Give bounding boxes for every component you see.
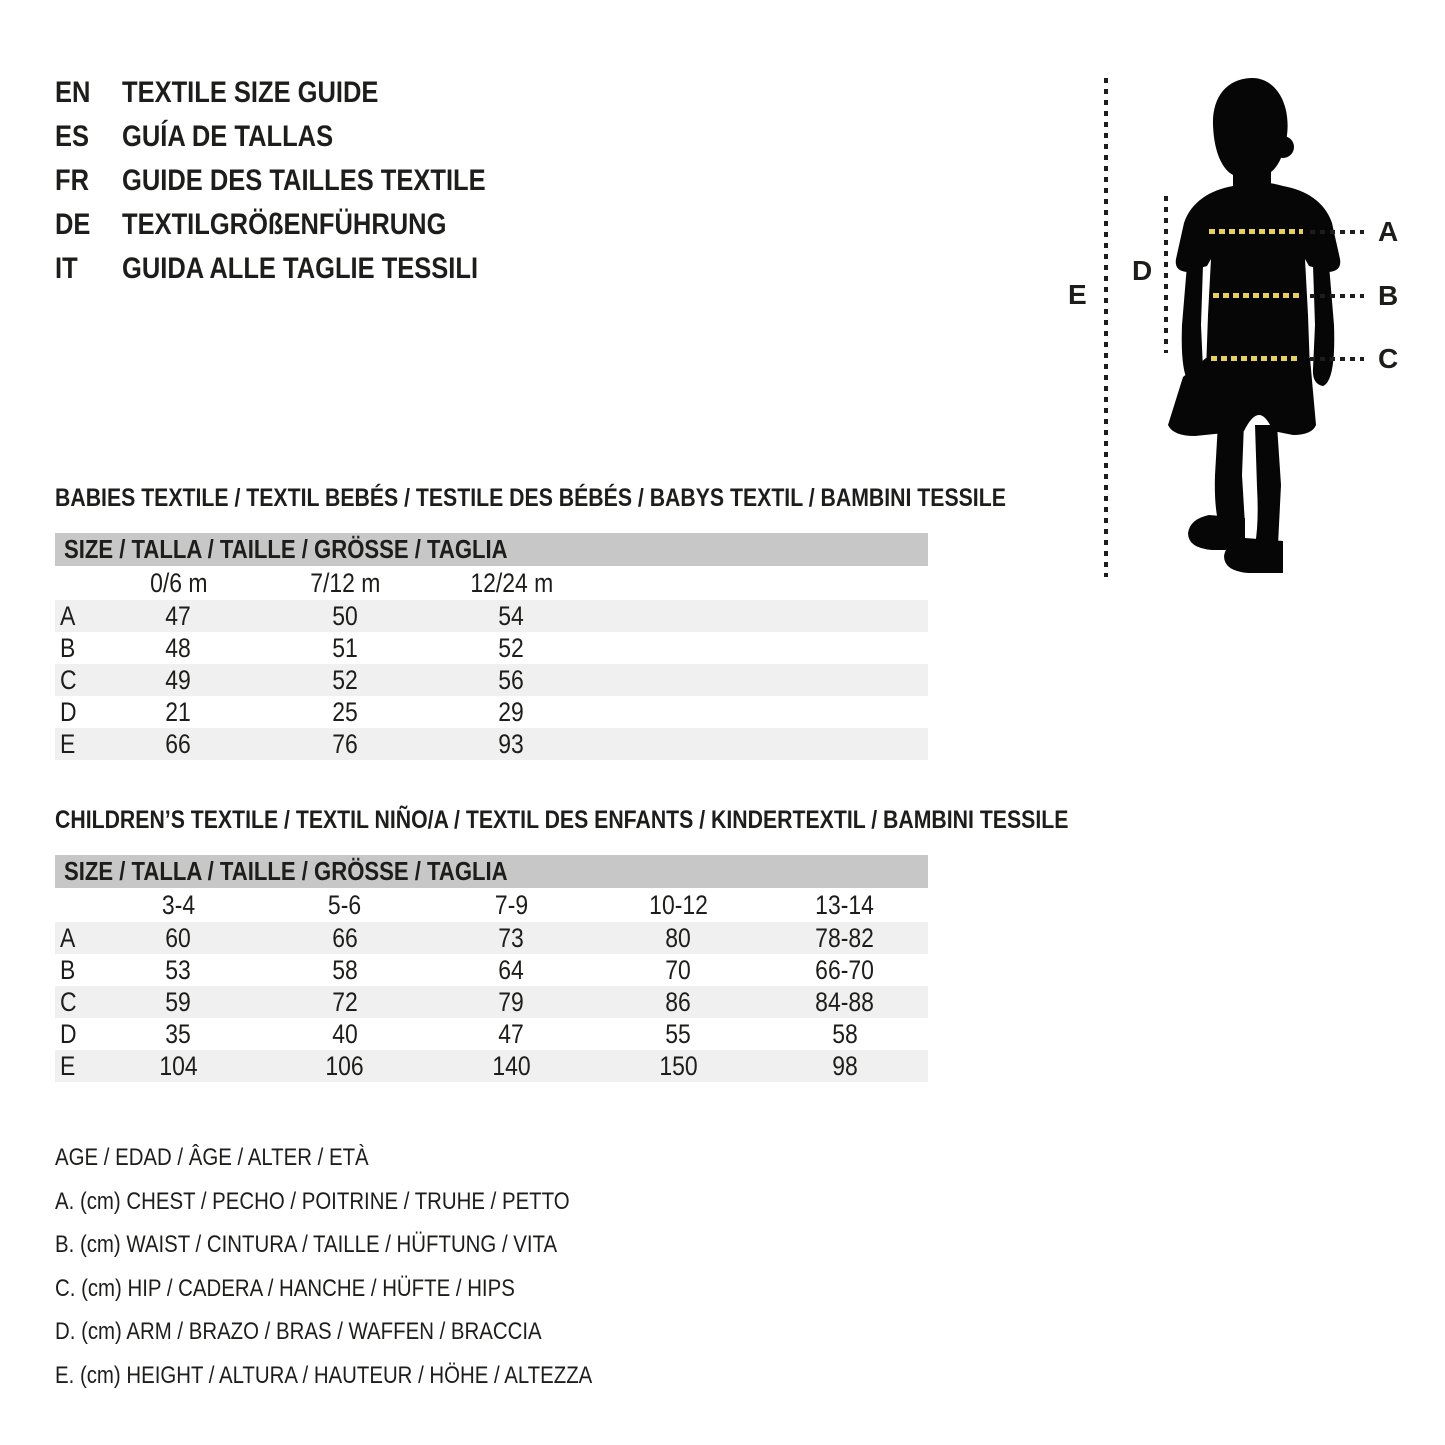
marker-label-e: E <box>1068 279 1087 310</box>
children-column-header-row <box>55 888 928 922</box>
hip-dash-line-c <box>1211 356 1301 361</box>
babies-size-header-bar: SIZE / TALLA / TAILLE / GRÖSSE / TAGLIA <box>55 533 928 566</box>
legend-height: E. (cm) HEIGHT / ALTURA / HAUTEUR / HÖHE / ALTEZZA <box>55 1362 593 1389</box>
lang-code-en: EN <box>55 76 91 109</box>
legend-arm: D. (cm) ARM / BRAZO / BRAS / WAFFEN / BRACCIA <box>55 1318 542 1345</box>
lang-title-en: TEXTILE SIZE GUIDE <box>122 76 379 109</box>
babies-size-table <box>55 566 928 760</box>
table-row: B 48 51 52 <box>55 632 928 664</box>
marker-label-d: D <box>1132 255 1153 286</box>
babies-col-12-24m: 12/24 m <box>470 567 553 598</box>
table-row: E 66 76 93 <box>55 728 928 760</box>
children-size-table <box>55 888 928 1082</box>
table-row: A 47 50 54 <box>55 600 928 632</box>
babies-col-0-6m: 0/6 m <box>149 567 207 598</box>
lang-code-es: ES <box>55 120 90 153</box>
row-label: D <box>60 1018 77 1049</box>
row-label: C <box>60 664 77 695</box>
legend-waist: B. (cm) WAIST / CINTURA / TAILLE / HÜFTUNG / VITA <box>55 1231 558 1258</box>
chest-leader-line-a <box>1310 230 1364 234</box>
chest-dash-line-a <box>1209 229 1303 234</box>
lang-code-it: IT <box>55 252 78 285</box>
children-col-3-4: 3-4 <box>161 889 195 920</box>
hip-leader-line-c <box>1310 357 1364 361</box>
marker-label-c: C <box>1378 343 1399 374</box>
babies-col-7-12m: 7/12 m <box>309 567 380 598</box>
babies-section-heading: BABIES TEXTILE / TEXTIL BEBÉS / TESTILE DES BÉBÉS / BABYS TEXTIL / BAMBINI TESSILE <box>55 484 1006 512</box>
children-col-7-9: 7-9 <box>494 889 529 920</box>
lang-code-fr: FR <box>55 164 89 197</box>
table-row: C 49 52 56 <box>55 664 928 696</box>
row-label: C <box>60 986 77 1017</box>
legend-hip: C. (cm) HIP / CADERA / HANCHE / HÜFTE / HIPS <box>55 1275 515 1302</box>
waist-dash-line-b <box>1213 293 1299 298</box>
waist-leader-line-b <box>1310 294 1364 298</box>
children-col-13-14: 13-14 <box>815 889 875 920</box>
babies-column-header-row <box>55 566 928 600</box>
lang-title-it: GUIDA ALLE TAGLIE TESSILI <box>122 252 479 285</box>
table-row: D 21 25 29 <box>55 696 928 728</box>
babies-table <box>55 533 928 760</box>
table-row: A 60 66 73 80 78-82 <box>55 922 928 954</box>
row-label: D <box>60 696 77 727</box>
children-table <box>55 855 928 1082</box>
marker-label-a: A <box>1378 216 1399 247</box>
marker-label-b: B <box>1378 280 1399 311</box>
lang-title-fr: GUIDE DES TAILLES TEXTILE <box>122 164 486 197</box>
child-silhouette-image <box>1163 75 1353 580</box>
row-label: E <box>60 1050 76 1081</box>
row-label: B <box>60 632 76 663</box>
legend-chest: A. (cm) CHEST / PECHO / POITRINE / TRUHE / PETTO <box>55 1188 570 1215</box>
row-label: A <box>60 600 76 631</box>
lang-title-es: GUÍA DE TALLAS <box>122 120 334 153</box>
children-col-5-6: 5-6 <box>328 889 362 920</box>
table-row: D 35 40 47 55 58 <box>55 1018 928 1050</box>
table-row: B 53 58 64 70 66-70 <box>55 954 928 986</box>
row-label: B <box>60 954 76 985</box>
table-row: E 104 106 140 150 98 <box>55 1050 928 1082</box>
legend-age: AGE / EDAD / ÂGE / ALTER / ETÀ <box>55 1144 369 1171</box>
lang-code-de: DE <box>55 208 91 241</box>
children-size-header-bar: SIZE / TALLA / TAILLE / GRÖSSE / TAGLIA <box>55 855 928 888</box>
children-section-heading: CHILDREN’S TEXTILE / TEXTIL NIÑO/A / TEXTIL DES ENFANTS / KINDERTEXTIL / BAMBINI TESSILE <box>55 806 1069 834</box>
row-label: E <box>60 728 76 759</box>
row-label: A <box>60 922 76 953</box>
children-col-10-12: 10-12 <box>648 889 708 920</box>
table-row: C 59 72 79 86 84-88 <box>55 986 928 1018</box>
lang-title-de: TEXTILGRÖßENFÜHRUNG <box>122 208 447 241</box>
